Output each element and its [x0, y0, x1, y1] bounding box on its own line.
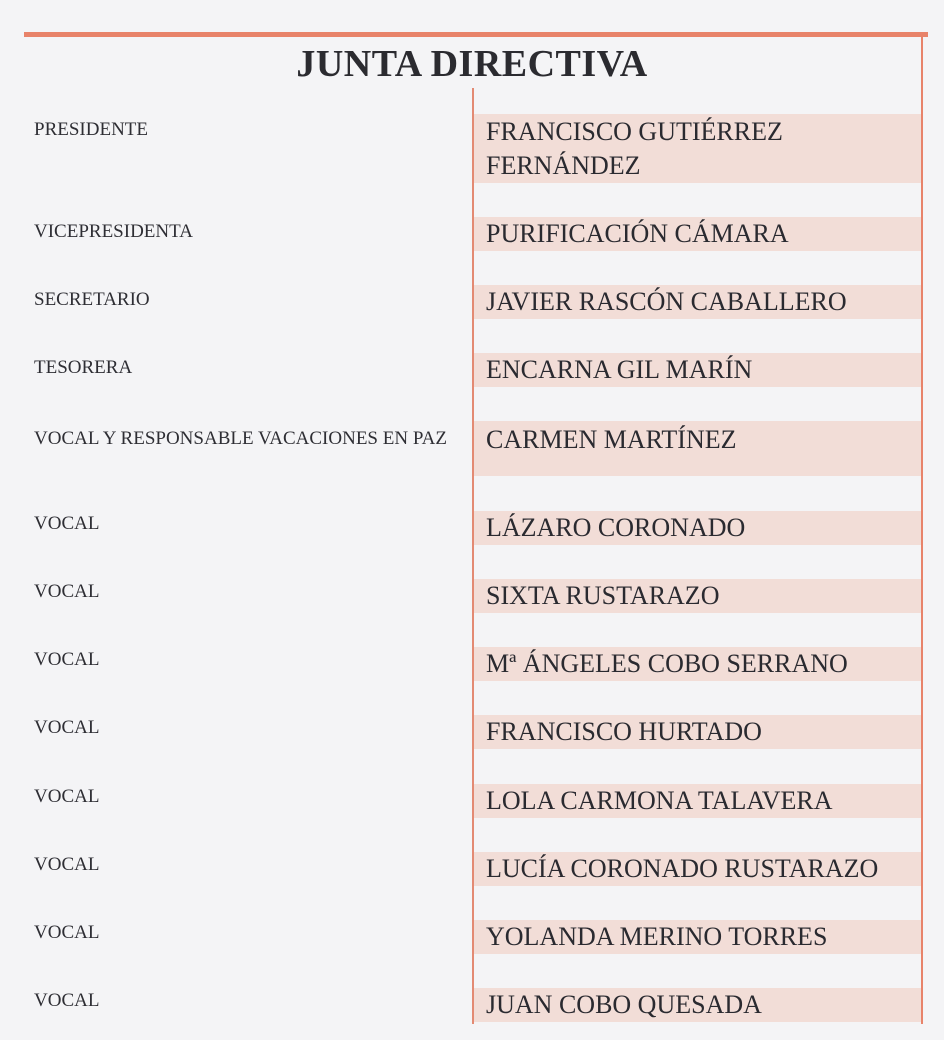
- member-name: LOLA CARMONA TALAVERA: [486, 786, 833, 815]
- role-label: VOCAL: [34, 649, 100, 670]
- page-title: JUNTA DIRECTIVA: [296, 43, 648, 85]
- role-label: VOCAL: [34, 717, 100, 738]
- member-name: PURIFICACIÓN CÁMARA: [486, 219, 789, 248]
- member-name-line2: FERNÁNDEZ: [486, 151, 641, 180]
- member-name: FRANCISCO HURTADO: [486, 717, 762, 746]
- member-name: LÁZARO CORONADO: [486, 513, 746, 542]
- role-label: TESORERA: [34, 357, 133, 378]
- member-name: SIXTA RUSTARAZO: [486, 581, 720, 610]
- member-name: Mª ÁNGELES COBO SERRANO: [486, 649, 848, 678]
- role-label: VOCAL: [34, 581, 100, 602]
- top-border-rule: [24, 32, 928, 37]
- role-label: VOCAL: [34, 513, 100, 534]
- member-name: JUAN COBO QUESADA: [486, 990, 762, 1019]
- role-label: VOCAL: [34, 854, 100, 875]
- member-name: LUCÍA CORONADO RUSTARAZO: [486, 854, 879, 883]
- member-name-line1: FRANCISCO GUTIÉRREZ: [486, 117, 783, 146]
- role-label: SECRETARIO: [34, 289, 150, 310]
- role-label: PRESIDENTE: [34, 119, 148, 140]
- role-label: VOCAL Y RESPONSABLE VACACIONES EN PAZ: [34, 428, 447, 449]
- member-name: YOLANDA MERINO TORRES: [486, 922, 828, 951]
- role-label: VOCAL: [34, 990, 100, 1011]
- member-name: CARMEN MARTÍNEZ: [486, 425, 737, 454]
- right-border-rule: [921, 36, 923, 1024]
- role-label: VOCAL: [34, 786, 100, 807]
- member-name: ENCARNA GIL MARÍN: [486, 355, 753, 384]
- role-label: VICEPRESIDENTA: [34, 221, 193, 242]
- member-name: JAVIER RASCÓN CABALLERO: [486, 287, 847, 316]
- role-label: VOCAL: [34, 922, 100, 943]
